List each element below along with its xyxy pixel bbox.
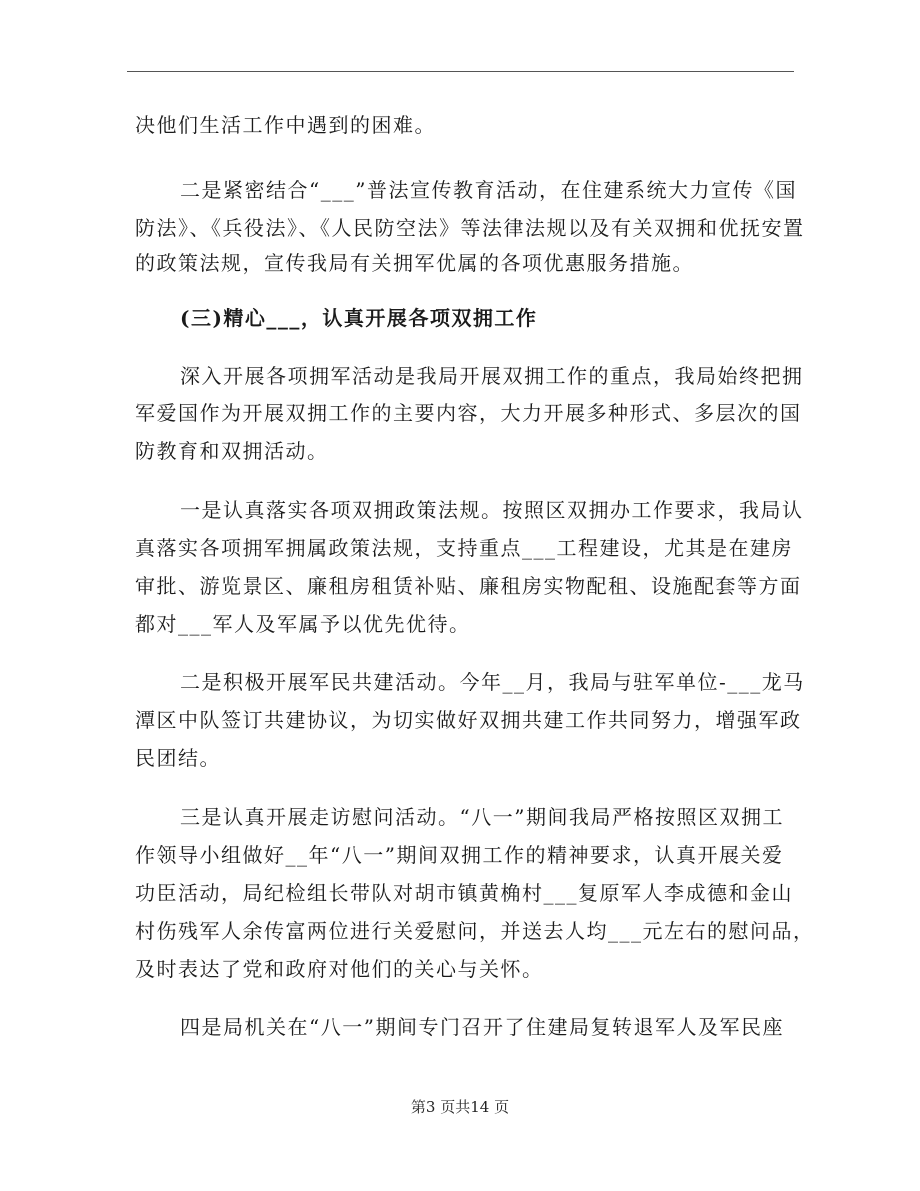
text-line: 防教育和双拥活动。	[135, 439, 329, 463]
text-line: 作领导小组做好__年“八一”期间双拥工作的精神要求，认真开展关爱	[135, 843, 784, 867]
text-line: 功臣活动，局纪检组长带队对胡市镇黄桷村___复原军人李成德和金山	[135, 881, 793, 905]
text-line: 四是局机关在“八一”期间专门召开了住建局复转退军人及军民座	[180, 1015, 784, 1039]
text-line: 真落实各项拥军拥属政策法规，支持重点___工程建设，尤其是在建房	[135, 536, 793, 560]
text-line: 潭区中队签订共建协议，为切实做好双拥共建工作共同努力，增强军政	[135, 708, 802, 732]
text-line: 二是积极开展军民共建活动。今年__月，我局与驻军单位-___龙马	[180, 670, 805, 694]
text-line: 村伤残军人余传富两位进行关爱慰问，并送去人均___元左右的慰问品，	[135, 919, 815, 943]
section-heading: (三)精心___，认真开展各项双拥工作	[180, 306, 538, 330]
header-rule	[127, 71, 794, 72]
text-line: 深入开展各项拥军活动是我局开展双拥工作的重点，我局始终把拥	[180, 364, 804, 388]
text-line: 二是紧密结合“___”普法宣传教育活动，在住建系统大力宣传《国	[180, 178, 797, 202]
text-line: 军爱国作为开展双拥工作的主要内容，大力开展多种形式、多层次的国	[135, 401, 802, 425]
text-line: 的政策法规，宣传我局有关拥军优属的各项优惠服务措施。	[135, 251, 694, 275]
text-line: 防法》、《兵役法》、《人民防空法》等法律法规以及有关双拥和优抚安置	[135, 216, 805, 240]
text-line: 一是认真落实各项双拥政策法规。按照区双拥办工作要求，我局认	[180, 498, 804, 522]
text-line: 都对___军人及军属予以优先优待。	[135, 612, 471, 636]
page-number: 第3 页共14 页	[410, 1098, 510, 1116]
text-line: 审批、游览景区、廉租房租赁补贴、廉租房实物配租、设施配套等方面	[135, 574, 802, 598]
text-line: 及时表达了党和政府对他们的关心与关怀。	[135, 957, 544, 981]
text-line: 三是认真开展走访慰问活动。“八一”期间我局严格按照区双拥工	[180, 805, 784, 829]
text-line: 决他们生活工作中遇到的困难。	[135, 113, 436, 137]
text-line: 民团结。	[135, 746, 221, 770]
